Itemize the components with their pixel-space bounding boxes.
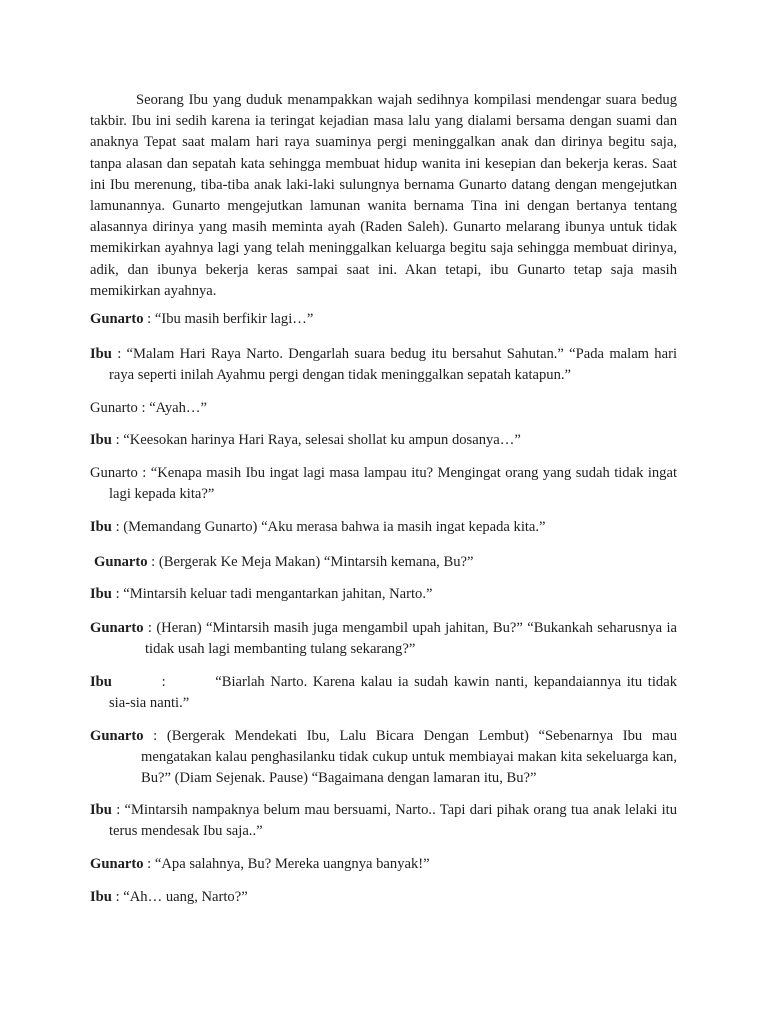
dialogue-line [90, 584, 677, 605]
speaker-separator: : [111, 519, 124, 535]
speaker-separator: : [143, 311, 155, 327]
speaker-name: Gunarto [90, 856, 144, 872]
dialogue-line [90, 517, 677, 538]
dialogue-line [90, 309, 677, 330]
dialogue-line [90, 430, 677, 451]
speaker-name: Ibu [90, 802, 112, 818]
speaker-separator: : [111, 346, 127, 362]
speaker-name: Ibu [90, 889, 112, 905]
dialogue-line [90, 463, 677, 505]
speaker-name: Gunarto [90, 400, 138, 416]
speaker-separator: : [111, 674, 216, 690]
speaker-separator: : [111, 889, 124, 905]
speaker-name: Gunarto [90, 465, 138, 481]
dialogue-line [90, 672, 677, 714]
speaker-separator: : [111, 802, 125, 818]
speaker-separator: : [137, 465, 151, 481]
speaker-name: Ibu [90, 432, 112, 448]
speaker-name: Gunarto [90, 728, 144, 744]
dialogue-text: “Mintarsih keluar tadi mengantarkan jahitan, Narto.” [123, 586, 433, 602]
dialogue-text: “Apa salahnya, Bu? Mereka uangnya banyak!” [154, 856, 430, 872]
dialogue-line [90, 618, 677, 660]
dialogue-line [90, 887, 677, 908]
dialogue-text: “Ah… uang, Narto?” [123, 889, 248, 905]
speaker-separator: : [147, 554, 159, 570]
dialogue-line [90, 344, 677, 386]
speaker-name: Gunarto [90, 620, 144, 636]
dialogue-text: “Keesokan harinya Hari Raya, selesai shollat ku ampun dosanya…” [123, 432, 521, 448]
narrative-paragraph: Seorang Ibu yang duduk menampakkan wajah sedihnya kompilasi mendengar suara bedug takbir. Ibu ini sedih karena ia teringat kejadian masa lalu yang dialami bersama dengan suami dan anaknya Tepat saat malam hari raya suaminya pergi meninggalkan anak dan dirinya begitu saja, tanpa alasan dan sepatah kata sehingga membuat hidup wanita ini kesepian dan bekerja keras. Saat ini Ibu merenung, tiba-tiba anak laki-laki sulungnya bernama Gunarto datang dengan mengejutkan lamunannya. Gunarto mengejutkan lamunan wanita bernama Tina ini dengan bertanya tentang alasannya dirinya yang masih meminta ayah (Raden Saleh). Gunarto melarang ibunya untuk tidak memikirkan ayahnya lagi yang telah meninggalkan keluarga begitu saja sehingga membuat dirinya, adik, dan ibunya bekerja keras sampai saat ini. Akan tetapi, ibu Gunarto tetap saja masih memikirkan ayahnya. [90, 92, 677, 299]
speaker-name: Ibu [90, 519, 112, 535]
dialogue-text: (Bergerak Mendekati Ibu, Lalu Bicara Dengan Lembut) “Sebenarnya Ibu mau mengatakan kalau penghasilanku tidak cukup untuk membiayai makan kita sekeluarga kan, Bu?” (Diam Sejenak. Pause) “Bagaimana dengan lamaran itu, Bu?” [141, 728, 677, 787]
dialogue-text: (Heran) “Mintarsih masih juga mengambil upah jahitan, Bu?” “Bukankah seharusnya ia tidak usah lagi membanting tulang sekarang?” [145, 620, 677, 658]
dialogue-text: (Bergerak Ke Meja Makan) “Mintarsih kemana, Bu?” [158, 554, 474, 570]
dialogue-line [90, 398, 677, 419]
speaker-name: Ibu [90, 346, 112, 362]
speaker-separator: : [111, 432, 124, 448]
dialogue-line [90, 800, 677, 842]
speaker-separator: : [143, 856, 155, 872]
dialogue-line [90, 726, 677, 790]
dialogue-line [90, 854, 677, 875]
speaker-separator: : [143, 620, 157, 636]
speaker-name: Ibu [90, 586, 112, 602]
dialogue-text: “Biarlah Narto. Karena kalau ia sudah kawin nanti, kepandaiannya itu tidak sia-sia nanti.” [109, 674, 677, 712]
dialogue-text: “Ayah…” [149, 400, 208, 416]
dialogue-text: “Malam Hari Raya Narto. Dengarlah suara bedug itu bersahut Sahutan.” “Pada malam hari raya seperti inilah Ayahmu pergi dengan tidak meninggalkan sepatah katapun.” [109, 346, 677, 384]
speaker-name: Ibu [90, 674, 112, 690]
dialogue-text: (Memandang Gunarto) “Aku merasa bahwa ia masih ingat kepada kita.” [123, 519, 546, 535]
speaker-separator: : [137, 400, 150, 416]
dialogue-text: “Ibu masih berfikir lagi…” [154, 311, 314, 327]
speaker-name: Gunarto [94, 554, 148, 570]
speaker-separator: : [111, 586, 124, 602]
dialogue-text: “Kenapa masih Ibu ingat lagi masa lampau itu? Mengingat orang yang sudah tidak ingat lagi kepada kita?” [109, 465, 678, 503]
dialogue-line [94, 552, 681, 573]
dialogue-text: “Mintarsih nampaknya belum mau bersuami, Narto.. Tapi dari pihak orang tua anak lelaki itu terus mendesak Ibu saja..” [109, 802, 677, 840]
speaker-name: Gunarto [90, 311, 144, 327]
speaker-separator: : [143, 728, 167, 744]
